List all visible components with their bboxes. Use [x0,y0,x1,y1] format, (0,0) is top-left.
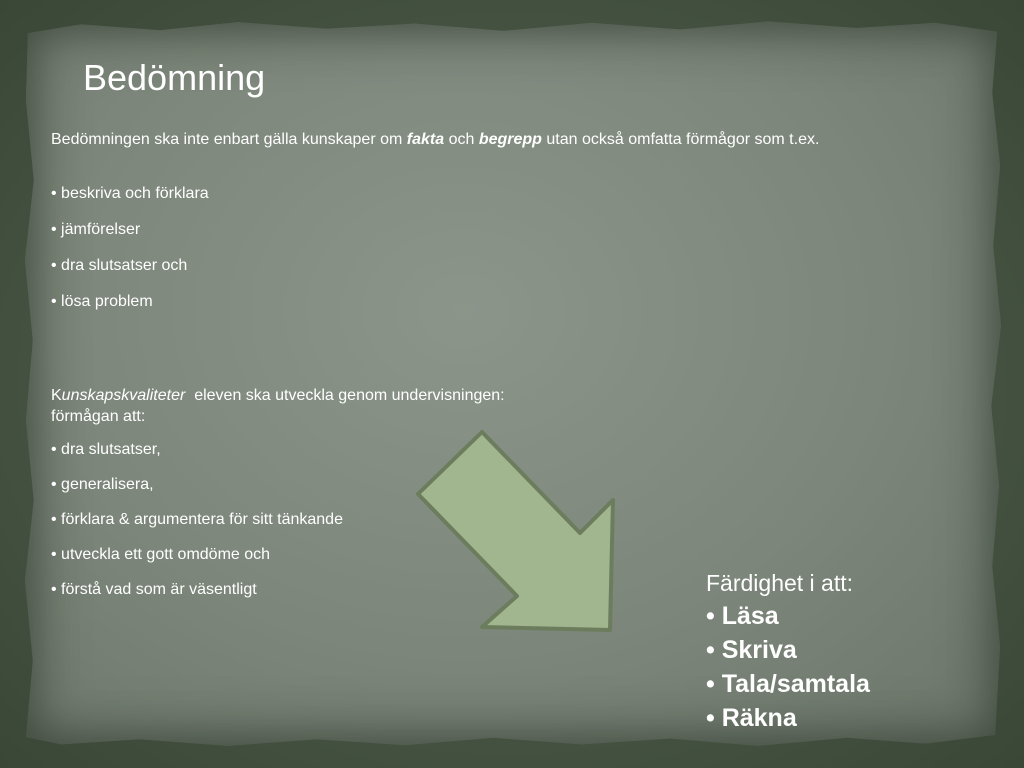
list-item: • generalisera, [51,476,154,493]
list-item: • dra slutsatser, [51,441,161,458]
skills-block [706,568,870,735]
kunskap-k: K [51,387,62,404]
skill-item: • Skriva [706,636,797,664]
intro-text-1: Bedömningen ska inte enbart gälla kunskaper om [51,131,407,148]
list-item: • beskriva och förklara [51,185,209,202]
intro-fakta: fakta [406,131,445,148]
kunskap-italic: unskapskvaliteter [61,387,186,404]
list-item: • dra slutsatser och [51,257,188,274]
skill-item: • Räkna [706,704,797,732]
skill-item: • Läsa [706,602,779,630]
intro-text-2: och [444,131,479,148]
kunskap-line2: förmågan att: [51,408,146,425]
intro-begrepp: begrepp [478,131,542,148]
list-item: • förstå vad som är väsentligt [51,581,257,598]
skills-list [706,599,870,735]
kunskap-rest: eleven ska utveckla genom undervisningen: [185,387,505,404]
skill-item: • Tala/samtala [706,670,870,698]
list-item: • lösa problem [51,293,153,310]
list-item: • förklara & argumentera för sitt tänkande [51,511,343,528]
skills-heading: Färdighet i att: [706,570,854,596]
list-item: • utveckla ett gott omdöme och [51,546,271,563]
list-item: • jämförelser [51,221,141,238]
slide-title: Bedömning [83,57,266,98]
intro-text-3: utan också omfatta förmågor som t.ex. [541,131,820,148]
